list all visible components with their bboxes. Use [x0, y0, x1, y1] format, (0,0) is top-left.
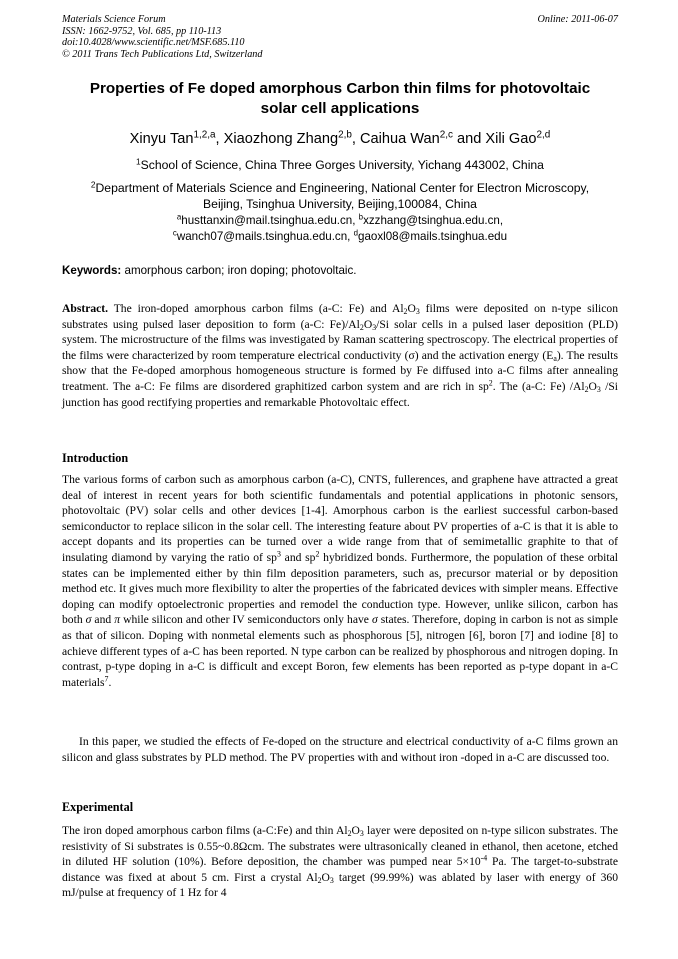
title-line-2: solar cell applications — [260, 100, 420, 117]
introduction-paragraph-2: In this paper, we studied the effects of Fe-doped on the structure and electrical conductivity of a-C films grown an silicon and glass substrates by PLD method. The PV properties with and without iron -doped in a-C are discussed too. — [62, 735, 618, 764]
subscript: 3 — [329, 875, 334, 885]
email-sup: d — [353, 228, 359, 238]
email-sup: b — [358, 212, 364, 222]
abstract-text: The iron-doped amorphous carbon films (a-C: Fe) and Al — [108, 302, 404, 315]
email-address[interactable]: gaoxl08@mails.tsinghua.edu — [358, 230, 508, 243]
author-affil-sup: 1,2,a — [193, 129, 216, 141]
title-line-1: Properties of Fe doped amorphous Carbon thin films for photovoltaic — [89, 80, 591, 97]
author-list — [62, 130, 618, 148]
email-sup: c — [172, 228, 177, 238]
subscript: 3 — [596, 384, 601, 394]
abstract — [62, 301, 618, 410]
section-heading-experimental: Experimental — [62, 800, 134, 814]
subscript: 3 — [372, 322, 377, 332]
superscript: 2 — [315, 549, 320, 559]
paper-title — [62, 79, 618, 119]
abstract-text: films were deposited on n-type silicon substrates using pulsed laser deposition to form (a-C: Fe)/Al — [62, 302, 619, 331]
section-heading-introduction: Introduction — [62, 451, 129, 465]
email-sup: a — [176, 212, 182, 222]
body-text: hybridized bonds. Furthermore, the population of these orbital states can be implemented either by thin film deposition parameters, such as, precursor material or by deposition method etc. It gives much more flexibility to alter the properties of the fabricated devices with simpler means. Effective doping can modify optoelectronic properties and remodel the conduction type. However, unlike silicon, carbon has both — [62, 550, 618, 627]
abstract-text: /Si solar cells in a pulsed laser deposition (PLD) system. The microstructure of the films was investigated by Raman scattering spectroscopy. The electrical properties of the films were characterized by room temperature electrical conductivity (σ) and the activation energy (E — [62, 317, 618, 362]
email-address[interactable]: husttanxin@mail.tsinghua.edu.cn, — [181, 214, 359, 227]
superscript: -4 — [480, 853, 488, 863]
journal-header — [62, 14, 618, 60]
email-address[interactable]: xzzhang@tsinghua.edu.cn, — [363, 214, 504, 227]
body-text: target (99.99%) was ablated by laser with energy of 360 mJ/pulse at frequency of 1 Hz for 4 — [62, 870, 618, 900]
body-text: while silicon and other IV semiconductors only have — [120, 613, 372, 627]
author-name: Xinyu Tan — [129, 131, 194, 147]
author-affil-sup: 2,c — [439, 129, 453, 141]
keywords — [62, 263, 618, 278]
abstract-text: O — [363, 317, 373, 331]
keywords-text: amorphous carbon; iron doping; photovoltaic. — [121, 264, 357, 277]
affiliation-sup: 1 — [136, 156, 141, 167]
author-name: Xili Gao — [485, 131, 537, 147]
body-text: Pa. The target-to-substrate distance was fixed at about 5 cm. First a crystal Al — [62, 855, 619, 884]
subscript: 3 — [415, 306, 420, 316]
superscript: 7 — [104, 674, 109, 684]
body-text: and sp — [280, 550, 316, 564]
abstract-text: /Si junction has good rectifying properties and remarkable Photovoltaic effect. — [62, 379, 618, 409]
body-text: The iron doped amorphous carbon films (a-C:Fe) and thin Al — [62, 824, 348, 837]
subscript: 2 — [403, 306, 408, 316]
keywords-label: Keywords: — [62, 264, 122, 277]
subscript: 2 — [347, 828, 352, 838]
subscript: 2 — [584, 384, 589, 394]
body-text: layer were deposited on n-type silicon substrates. The resistivity of Si substrates is 0.55~0.8Ωcm. The substrates were ultrasonically cleaned in ethanol, then acetone, etched in diluted HF solution (10%). Before deposition, the chamber was pumped near 5×10 — [62, 824, 618, 869]
author-sep: and — [452, 131, 486, 147]
author-name: Xiaozhong Zhang — [223, 131, 339, 147]
doi-line[interactable]: doi:10.4028/www.scientific.net/MSF.685.110 — [62, 37, 245, 49]
pi-symbol: π — [114, 613, 121, 627]
author-sep: , — [215, 131, 224, 147]
body-text: . — [108, 675, 112, 689]
affiliation-text: School of Science, China Three Gorges University, Yichang 443002, China — [140, 158, 544, 172]
issn-line: ISSN: 1662-9752, Vol. 685, pp 110-113 — [62, 25, 222, 37]
body-text: O — [321, 870, 330, 884]
body-text: O — [351, 824, 360, 837]
sigma-symbol: σ — [85, 613, 92, 627]
subscript: a — [553, 353, 557, 363]
subscript: 3 — [359, 828, 364, 838]
subscript: 2 — [359, 322, 364, 332]
abstract-text: . The (a-C: Fe) /Al — [492, 379, 585, 393]
email-list — [62, 213, 618, 245]
affiliation-text: Department of Materials Science and Engineering, National Center for Electron Microscopy, — [95, 181, 590, 195]
abstract-text: O — [407, 302, 416, 315]
affiliation-1 — [62, 157, 618, 173]
affiliation-text: Beijing, Tsinghua University, Beijing,100084, China — [203, 197, 477, 211]
body-text: states. Therefore, doping in carbon is not as simple as that of silicon. Doping with nonmetal elements such as phosphorous [5], nitrogen [6], boron [7] and iodine [8] to achieve different types of a-C has been reported. N type carbon can be realized by phosphorous and nitrogen doping. In contrast, p-type doping in a-C is difficult and except Boron, few elements has been reported as p-type dopant in a-C materials — [62, 613, 618, 689]
superscript: 3 — [276, 549, 281, 559]
affiliation-2 — [62, 180, 618, 212]
body-text: and — [91, 613, 115, 627]
affiliation-sup: 2 — [90, 179, 96, 190]
subscript: 2 — [317, 875, 322, 885]
email-address[interactable]: wanch07@mails.tsinghua.edu.cn, — [176, 230, 354, 243]
author-affil-sup: 2,d — [536, 129, 551, 141]
abstract-text: ). The results show that the Fe-doped amorphous homogeneous structure is formed by Fe diffused into a-C films after annealing treatment. The a-C: Fe films are disordered graphitized carbon system and are rich in sp — [62, 348, 618, 393]
sigma-symbol: σ — [371, 613, 378, 627]
introduction-paragraph-1 — [62, 472, 618, 690]
abstract-label: Abstract. — [62, 302, 109, 315]
superscript: 2 — [488, 378, 493, 388]
experimental-paragraph — [62, 823, 618, 901]
abstract-text: O — [588, 379, 597, 393]
author-name: Caihua Wan — [359, 131, 440, 147]
author-affil-sup: 2,b — [338, 129, 352, 141]
online-date: Online: 2011-06-07 — [537, 14, 618, 25]
author-sep: , — [351, 131, 360, 147]
journal-name: Materials Science Forum — [62, 14, 166, 25]
copyright-line: © 2011 Trans Tech Publications Ltd, Switzerland — [62, 48, 263, 60]
body-text: The various forms of carbon such as amorphous carbon (a-C), CNTS, fullerences, and graphene have attracted a great deal of interest in recent years for both scientific fundamentals and potential applications in photonic sensors, photovoltaic (PV) solar cells and other devices [1-4]. Amorphous carbon is the earliest successful carbon-based semiconductor to replace silicon in the solar cell. The interesting feature about PV properties of a-C is that it is able to accept dopants and its properties can be turned over a wide range from that of semimetallic graphite to that of insulating diamond by varying the ratio of sp — [62, 473, 618, 564]
